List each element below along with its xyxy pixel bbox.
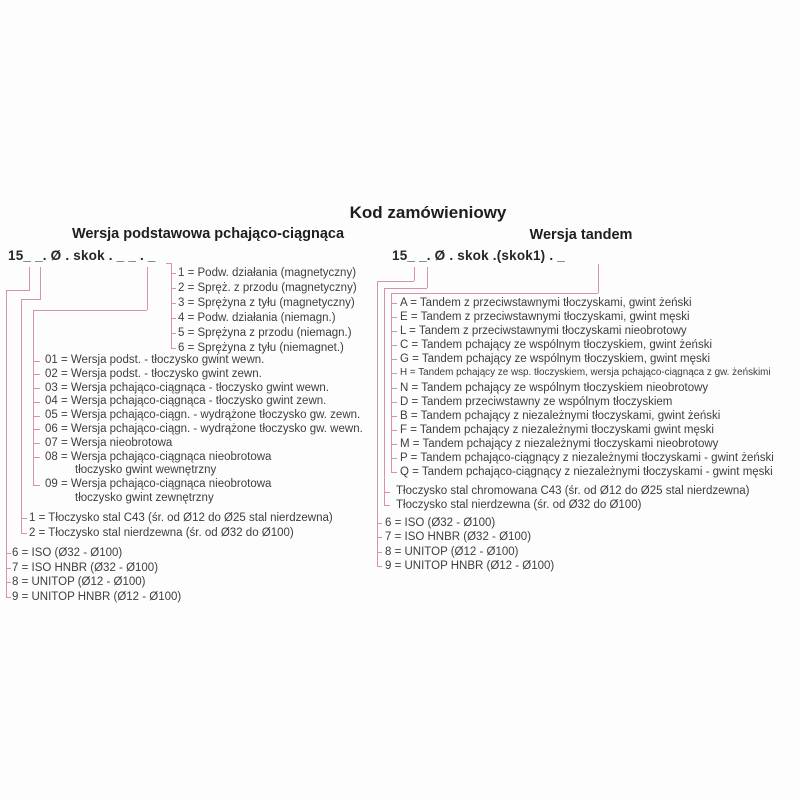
left-version-options-list	[45, 354, 363, 506]
list-item: 3 = Sprężyna z tyłu (magnetyczny)	[178, 297, 355, 309]
connector-line	[391, 293, 392, 472]
connector-line	[384, 288, 385, 505]
list-item: 6 = ISO (Ø32 - Ø100)	[12, 546, 181, 561]
connector-line	[427, 267, 428, 288]
connector-line	[6, 290, 30, 291]
list-item: 6 = Sprężyna z tyłu (niemagnet.)	[178, 341, 357, 356]
list-item: 7 = ISO HNBR (Ø32 - Ø100)	[385, 530, 554, 544]
list-item: B = Tandem pchający z niezależnymi tłoczyskami, gwint żeński	[400, 409, 774, 423]
connector-line	[29, 267, 30, 290]
list-item: 02 = Wersja podst. - tłoczysko gwint zewn.	[45, 368, 363, 382]
left-section-subtitle: Wersja podstawowa pchająco-ciągnąca	[71, 226, 345, 242]
list-item: Tłoczysko stal nierdzewna (śr. od Ø32 do Ø100)	[396, 499, 749, 513]
right-rod-material-options-list	[396, 485, 749, 512]
list-item: 9 = UNITOP HNBR (Ø12 - Ø100)	[385, 559, 555, 572]
connector-line	[391, 293, 598, 294]
list-item: A = Tandem z przeciwstawnymi tłoczyskami, gwint żeński	[400, 296, 774, 310]
list-item: L = Tandem z przeciwstawnymi tłoczyskami nieobrotowy	[400, 324, 774, 338]
list-item: D = Tandem przeciwstawny ze wspólnym tłoczyskiem	[400, 395, 774, 409]
list-item: 03 = Wersja pchająco-ciągnąca - tłoczysko gwint wewn.	[45, 382, 363, 396]
list-item: 5 = Sprężyna z przodu (niemagn.)	[178, 326, 357, 341]
connector-line	[377, 281, 414, 282]
connector-line	[414, 267, 415, 281]
list-item: Q = Tandem pchająco-ciągnący z niezależnymi tłoczyskami - gwint męski	[400, 466, 773, 479]
connector-line	[33, 310, 147, 311]
list-item: C = Tandem pchający ze wspólnym tłoczyskiem, gwint żeński	[400, 338, 774, 352]
list-item: 01 = Wersja podst. - tłoczysko gwint wewn.	[45, 354, 363, 368]
left-profile-options-list	[12, 546, 181, 605]
list-item: 1 = Tłoczysko stal C43 (śr. od Ø12 do Ø25 stal nierdzewna)	[29, 512, 333, 524]
connector-line	[21, 299, 22, 533]
list-item: 08 = Wersja pchająco-ciągnąca nieobrotowa tłoczysko gwint wewnętrzny	[45, 451, 363, 479]
connector-line	[33, 310, 34, 485]
connector-line	[377, 281, 378, 566]
right-profile-options-list	[385, 516, 554, 573]
connector-line	[6, 290, 7, 597]
list-item: Tłoczysko stal chromowana C43 (śr. od Ø12 do Ø25 stal nierdzewna)	[396, 485, 750, 497]
connector-line	[147, 267, 148, 310]
list-item: 7 = ISO HNBR (Ø32 - Ø100)	[12, 561, 181, 576]
list-item: F = Tandem pchający z niezależnymi tłoczyskami gwint męski	[400, 423, 774, 437]
list-item: 09 = Wersja pchająco-ciągnąca nieobrotowa tłoczysko gwint zewnętrzny	[45, 478, 363, 506]
list-item: 05 = Wersja pchająco-ciągn. - wydrążone tłoczysko gw. zewn.	[45, 409, 363, 423]
connector-line	[171, 263, 172, 348]
list-item: G = Tandem pchający ze wspólnym tłoczyskiem, gwint męski	[400, 352, 774, 366]
right-order-code-template: 15_ _. Ø . skok .(skok1) . _	[392, 248, 565, 263]
list-item: 9 = UNITOP HNBR (Ø12 - Ø100)	[12, 591, 182, 604]
list-item: 06 = Wersja pchająco-ciągn. - wydrążone tłoczysko gw. wewn.	[45, 422, 363, 435]
right-tandem-options-list	[400, 296, 774, 479]
left-order-code-template: 15_ _. Ø . skok . _ _ . _	[8, 248, 156, 263]
list-item: 2 = Spręż. z przodu (magnetyczny)	[178, 282, 357, 294]
list-item: H = Tandem pchający ze wsp. tłoczyskiem, wersja pchająco-ciągnąca z gw. żeńskimi	[400, 366, 774, 380]
left-drive-options-list	[178, 266, 357, 356]
page-title: Kod zamówieniowy	[349, 203, 507, 222]
list-item: 8 = UNITOP (Ø12 - Ø100)	[385, 545, 554, 559]
left-rod-material-options-list	[29, 511, 333, 541]
list-item: M = Tandem pchający z niezależnymi tłoczyskami nieobrotowy	[400, 437, 774, 451]
connector-line	[21, 299, 41, 300]
list-item: 1 = Podw. działania (magnetyczny)	[178, 267, 357, 279]
list-item: N = Tandem pchający ze wspólnym tłoczyskiem nieobrotowy	[400, 381, 774, 395]
list-item: 07 = Wersja nieobrotowa	[45, 437, 363, 451]
list-item: P = Tandem pchająco-ciągnący z niezależnymi tłoczyskami - gwint żeński	[400, 452, 774, 465]
list-item: 4 = Podw. działania (niemagn.)	[178, 311, 357, 326]
right-section-subtitle: Wersja tandem	[529, 227, 633, 243]
connector-line	[40, 267, 41, 299]
connector-line	[384, 288, 427, 289]
list-item: 2 = Tłoczysko stal nierdzewna (śr. od Ø32 do Ø100)	[29, 526, 333, 541]
list-item: E = Tandem z przeciwstawnymi tłoczyskami, gwint męski	[400, 310, 774, 324]
connector-line	[598, 264, 599, 293]
list-item: 04 = Wersja pchająco-ciągnąca - tłoczysko gwint zewn.	[45, 395, 363, 409]
list-item: 8 = UNITOP (Ø12 - Ø100)	[12, 575, 181, 590]
list-item: 6 = ISO (Ø32 - Ø100)	[385, 516, 554, 530]
